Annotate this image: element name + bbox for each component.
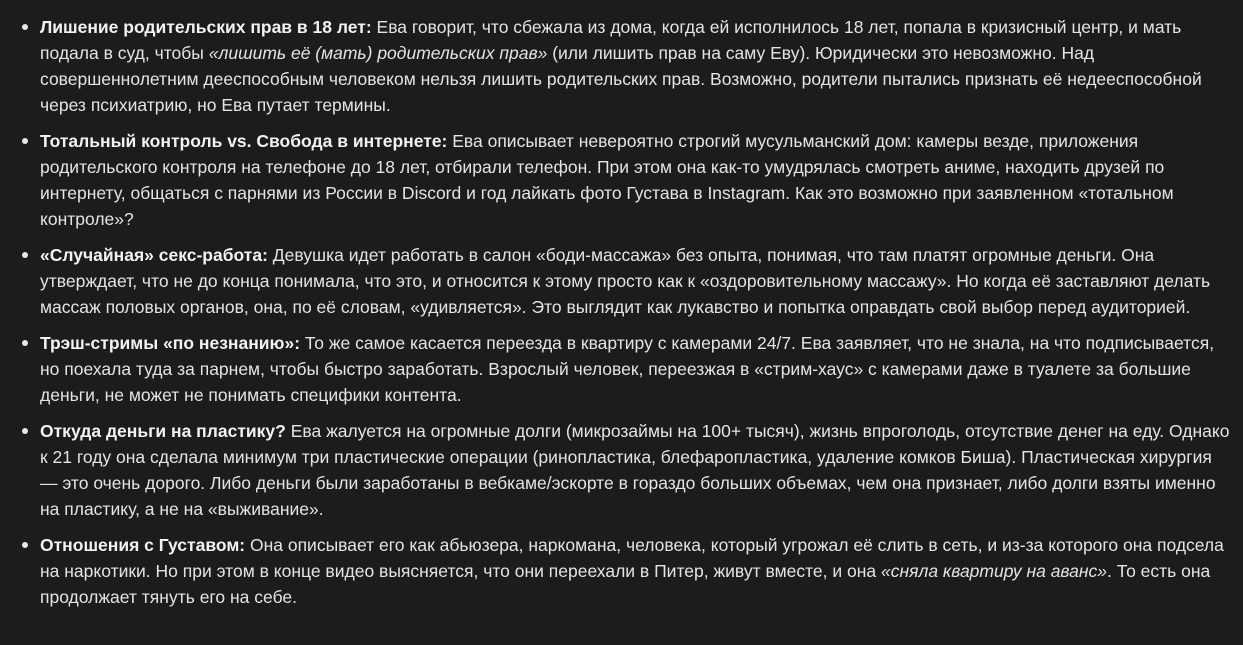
item-text: Ева описывает невероятно строгий мусульманский дом: камеры везде, приложения родительского контроля на телефоне до 18 лет, отбирали телефон. При этом она как-то умудрялась смотреть аниме, находить друзей по интернету, общаться с парнями из России в Discord и год лайкать фото Густава в Instagram. Как это возможно при заявленном «тотальном контроле»?	[40, 131, 1174, 229]
bullet-icon	[22, 428, 28, 434]
item-title: Тотальный контроль vs. Свобода в интернете:	[40, 131, 448, 151]
bullet-icon	[22, 542, 28, 548]
bullet-icon	[22, 24, 28, 30]
item-title: Откуда деньги на пластику?	[40, 421, 286, 441]
item-text: (или лишить прав на саму Еву). Юридически это невозможно. Над совершеннолетним дееспособным человеком нельзя лишить родительских прав. Возможно, родители пытались признать её недееспособной через психиатрию, но Ева путает термины.	[40, 43, 1202, 115]
bullet-list	[18, 14, 1233, 610]
list-item	[18, 242, 1233, 320]
bullet-icon	[22, 138, 28, 144]
item-quote: «лишить её (мать) родительских прав»	[208, 43, 548, 63]
list-item	[18, 532, 1233, 610]
item-text: . То есть она продолжает тянуть его на себе.	[40, 561, 1211, 607]
bullet-icon	[22, 252, 28, 258]
item-quote: «сняла квартиру на аванс»	[881, 561, 1108, 581]
item-title: «Случайная» секс-работа:	[40, 245, 268, 265]
list-item	[18, 418, 1233, 522]
bullet-icon	[22, 340, 28, 346]
item-text: То же самое касается переезда в квартиру с камерами 24/7. Ева заявляет, что не знала, на что подписывается, но поехала туда за парнем, чтобы быстро заработать. Взрослый человек, переезжая в «стрим-хаус» с камерами даже в туалете за большие деньги, не может не понимать специфики контента.	[40, 333, 1215, 405]
item-title: Трэш-стримы «по незнанию»:	[40, 333, 301, 353]
list-item	[18, 330, 1233, 408]
item-text: Ева жалуется на огромные долги (микрозаймы на 100+ тысяч), жизнь впроголодь, отсутствие денег на еду. Однако к 21 году она сделала минимум три пластические операции (ринопластика, блефаропластика, удаление комков Биша). Пластическая хирургия — это очень дорого. Либо деньги были заработаны в вебкаме/эскорте в гораздо больших объемах, чем она признает, либо долги взяты именно на пластику, а не на «выживание».	[40, 421, 1230, 519]
item-title: Лишение родительских прав в 18 лет:	[40, 17, 372, 37]
item-text: Девушка идет работать в салон «боди-массажа» без опыта, понимая, что там платят огромные деньги. Она утверждает, что не до конца понимала, что это, и относится к этому просто как к «оздоровительному массажу». Но когда её заставляют делать массаж половых органов, она, по её словам, «удивляется». Это выглядит как лукавство и попытка оправдать свой выбор перед аудиторией.	[40, 245, 1211, 317]
item-text: Она описывает его как абьюзера, наркомана, человека, который угрожал её слить в сеть, и из-за которого она подсела на наркотики. Но при этом в конце видео выясняется, что они переехали в Питер, живут вместе, и она	[40, 535, 1224, 581]
item-title: Отношения с Густавом:	[40, 535, 246, 555]
item-text: Ева говорит, что сбежала из дома, когда ей исполнилось 18 лет, попала в кризисный центр, и мать подала в суд, чтобы	[40, 17, 1182, 63]
list-item	[18, 14, 1233, 118]
list-item	[18, 128, 1233, 232]
